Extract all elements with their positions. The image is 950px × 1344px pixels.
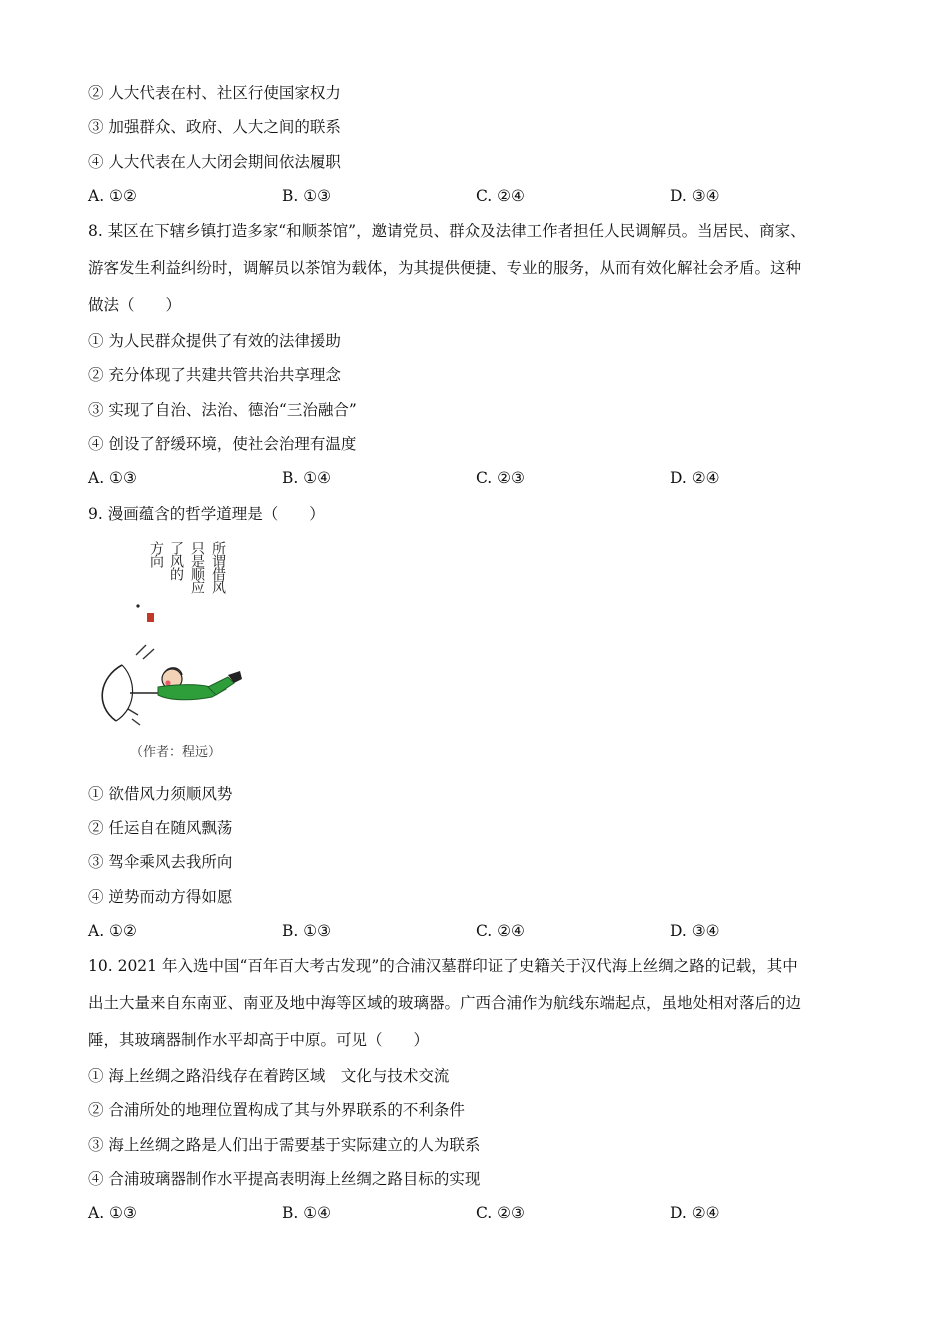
cartoon-text-col-3: 了风的 (168, 540, 184, 580)
cartoon-text-col-1: 所谓借风 (210, 540, 226, 593)
ink-dot (136, 604, 139, 607)
cartoon-image (88, 537, 268, 767)
q10-item-4: ④ 合浦玻璃器制作水平提高表明海上丝绸之路目标的实现 (88, 1170, 481, 1189)
q9-option-a[interactable]: A. ①② (88, 921, 137, 940)
q7-option-d[interactable]: D. ③④ (670, 186, 720, 205)
q10-stem-line-2: 出土大量来自东南亚、南亚及地中海等区域的玻璃器。广西合浦作为航线东端起点，虽地处相对落后的边 (88, 994, 802, 1013)
q10-item-3: ③ 海上丝绸之路是人们出于需要基于实际建立的人为联系 (88, 1135, 481, 1154)
q8-stem-line-2: 游客发生利益纠纷时，调解员以茶馆为载体，为其提供便捷、专业的服务，从而有效化解社会矛盾。这种 (88, 259, 802, 278)
q8-item-2: ② 充分体现了共建共管共治共享理念 (88, 366, 341, 385)
q8-option-b[interactable]: B. ①④ (282, 469, 332, 488)
q8-option-d[interactable]: D. ②④ (670, 469, 720, 488)
question-10 (88, 948, 878, 1230)
question-8 (88, 213, 878, 495)
q7-item-4: ④ 人大代表在人大闭会期间依法履职 (88, 152, 341, 171)
q8-item-3: ③ 实现了自治、法治、德治“三治融合” (88, 400, 357, 419)
q7-option-a[interactable]: A. ①② (88, 186, 137, 205)
q10-option-d[interactable]: D. ②④ (670, 1204, 720, 1223)
q8-item-4: ④ 创设了舒缓环境，使社会治理有温度 (88, 435, 357, 454)
q8-stem-line-1: 8. 某区在下辖乡镇打造多家“和顺茶馆”，邀请党员、群众及法律工作者担任人民调解员。当居民、商家、 (88, 222, 806, 241)
wind-strokes-bottom (128, 709, 140, 725)
cartoon-caption: （作者：程远） (130, 744, 222, 760)
q8-option-a[interactable]: A. ①③ (88, 469, 137, 488)
cartoon-text-col-2: 只是顺应 (189, 540, 205, 593)
q8-option-c[interactable]: C. ②③ (476, 469, 525, 488)
q9-option-b[interactable]: B. ①③ (282, 921, 332, 940)
q7-option-c[interactable]: C. ②④ (476, 186, 525, 205)
q7-option-b[interactable]: B. ①③ (282, 186, 332, 205)
q7-options (88, 179, 878, 213)
q10-item-1: ① 海上丝绸之路沿线存在着跨区域 文化与技术交流 (88, 1067, 450, 1086)
q9-option-d[interactable]: D. ③④ (670, 921, 720, 940)
q10-option-b[interactable]: B. ①④ (282, 1204, 332, 1223)
question-7 (88, 76, 878, 213)
wind-strokes-top (136, 645, 154, 659)
q10-option-a[interactable]: A. ①③ (88, 1204, 137, 1223)
q9-item-3: ③ 驾伞乘风去我所向 (88, 853, 233, 872)
q10-stem-line-1: 10. 2021 年入选中国“百年百大考古发现”的合浦汉墓群印证了史籍关于汉代海上丝绸之路的记载，其中 (88, 957, 798, 976)
q9-item-4: ④ 逆势而动方得如愿 (88, 887, 233, 906)
question-9 (88, 496, 878, 948)
q9-option-c[interactable]: C. ②④ (476, 921, 525, 940)
q9-stem: 9. 漫画蕴含的哲学道理是（ ） (88, 504, 325, 523)
umbrella-canopy (102, 665, 122, 721)
document-page (88, 76, 878, 1231)
q10-item-2: ② 合浦所处的地理位置构成了其与外界联系的不利条件 (88, 1101, 465, 1120)
q10-stem-line-3: 陲，其玻璃器制作水平却高于中原。可见（ ） (88, 1031, 430, 1050)
q10-options (88, 1196, 878, 1230)
q10-option-c[interactable]: C. ②③ (476, 1204, 525, 1223)
q9-options (88, 914, 878, 948)
q8-options (88, 461, 878, 495)
person-cheek (165, 680, 170, 685)
q8-stem-line-3: 做法（ ） (88, 296, 182, 315)
q7-item-3: ③ 加强群众、政府、人大之间的联系 (88, 118, 341, 137)
q9-item-1: ① 欲借风力须顺风势 (88, 784, 233, 803)
cartoon-text-col-4: 方向 (148, 540, 164, 567)
cartoon-drawing (88, 537, 268, 737)
seal-stamp (147, 613, 154, 622)
q8-item-1: ① 为人民群众提供了有效的法律援助 (88, 332, 341, 351)
q7-item-2: ② 人大代表在村、社区行使国家权力 (88, 84, 341, 102)
q9-item-2: ② 任运自在随风飘荡 (88, 818, 233, 837)
